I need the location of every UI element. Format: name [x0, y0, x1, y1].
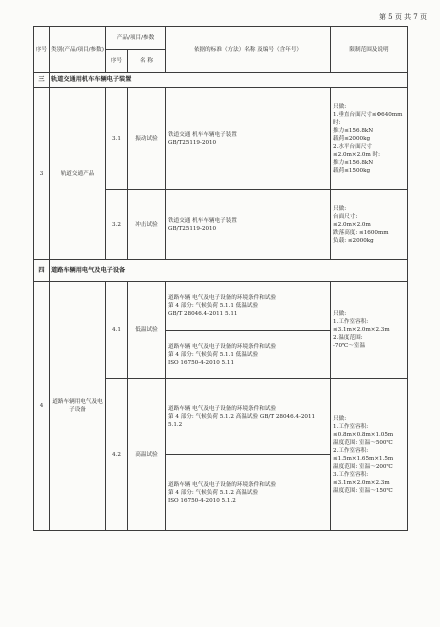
accreditation-scope-table — [33, 26, 408, 531]
row-category: 轨道交通产品 — [50, 88, 106, 260]
standard-line: GB/T25119-2010 — [168, 139, 217, 146]
limit-line: 3.工作室容积: — [333, 471, 369, 478]
standard-line: 道路车辆 电气及电子设备的环境条件和试验 — [168, 343, 277, 350]
header-limits: 限制范围及说明 — [331, 27, 408, 73]
limit-line: 2.温度范围: — [333, 335, 363, 341]
table-row — [34, 282, 408, 379]
limits-cell — [331, 282, 408, 379]
limit-line: 1.垂直台面尺寸≤Φ640mm 时: — [333, 111, 403, 126]
standard-line: 第 4 部分: 气候负荷 5.1.2 高温试验 GB/T 28046.4-2011 — [168, 413, 316, 420]
header-item-seq: 序号 — [106, 50, 128, 73]
standard-block — [166, 330, 330, 378]
standard-cell — [166, 88, 331, 190]
limit-line: 载荷≤1500kg — [333, 167, 371, 174]
limit-line: 台面尺寸: — [333, 213, 358, 220]
standard-cell — [166, 379, 331, 531]
standard-line: 第 4 部分: 气候负荷 5.1.2 高温试验 — [168, 489, 259, 496]
item-seq: 3.1 — [106, 88, 128, 190]
item-name: 振动试验 — [128, 88, 166, 190]
section-number: 四 — [34, 260, 50, 282]
limit-line: 只做: — [333, 205, 347, 212]
limit-line: 只做: — [333, 311, 347, 317]
section-title: 道路车辆用电气及电子设备 — [50, 260, 408, 282]
standard-cell — [166, 190, 331, 260]
table-row — [34, 88, 408, 190]
limits-cell — [331, 88, 408, 190]
header-seq: 序号 — [34, 27, 50, 73]
standard-line: ISO 16750-4-2010 5.11 — [168, 359, 235, 366]
standard-line: 第 4 部分: 气候负荷 5.1.1 低温试验 — [168, 351, 259, 358]
standard-line: 道路车辆 电气及电子设备的环境条件和试验 — [168, 481, 277, 488]
limit-line: 2.工作室容积: — [333, 447, 369, 454]
limit-line: -70℃～室温 — [333, 343, 366, 349]
limits-cell — [331, 379, 408, 531]
limit-line: 温度范围: 室温～200℃ — [333, 463, 393, 470]
header-standard: 依据的标准（方法）名称 及编号（含年号） — [166, 27, 331, 73]
standard-block — [166, 379, 330, 454]
limit-line: 推力≤156.8kN — [333, 159, 374, 166]
row-seq: 4 — [34, 282, 50, 531]
item-seq: 4.1 — [106, 282, 128, 379]
limit-line: 载荷≤2000kg — [333, 135, 371, 142]
standard-line: 道路车辆 电气及电子设备的环境条件和试验 — [168, 295, 277, 301]
header-product-item-param: 产品/项目/参数 — [106, 27, 166, 50]
standard-cell — [166, 282, 331, 379]
limit-line: 推力≤156.8kN — [333, 127, 374, 134]
section-number: 三 — [34, 73, 50, 88]
section-row — [34, 260, 408, 282]
limit-line: 只做: — [333, 103, 347, 110]
standard-block — [166, 454, 330, 530]
standard-line: 道路车辆 电气及电子设备的环境条件和试验 — [168, 405, 277, 412]
row-category: 道路车辆用电气及电子设备 — [50, 282, 106, 531]
limit-line: 负载: ≤2000kg — [333, 237, 374, 244]
standard-block — [166, 282, 330, 330]
limit-line: 温度范围: 室温～500℃ — [333, 439, 393, 446]
limits-cell — [331, 190, 408, 260]
limit-line: 1.工作室容积: — [333, 423, 369, 430]
limit-line: ≤0.8m×0.8m×1.05m — [333, 431, 394, 438]
standard-line: 5.1.2 — [168, 421, 183, 428]
limit-line: ≤1.5m×1.65m×1.5m — [333, 455, 394, 462]
page-number: 第 5 页 共 7 页 — [378, 13, 427, 21]
standard-line: GB/T25119-2010 — [168, 225, 217, 232]
item-name: 冲击试验 — [128, 190, 166, 260]
standard-line: 第 4 部分: 气候负荷 5.1.1 低温试验 — [168, 303, 259, 309]
limit-line: ≤3.1m×2.0m×2.3m — [333, 327, 390, 333]
standard-line: GB/T 28046.4-2011 5.11 — [168, 311, 238, 317]
header-item-name: 名 称 — [128, 50, 166, 73]
standard-line: 铁道交通 机车车辆电子装置 — [168, 131, 237, 138]
standard-line: ISO 16750-4-2010 5.1.2 — [168, 497, 236, 504]
item-name: 低温试验 — [128, 282, 166, 379]
header-category: 类别(产品/项目/参数) — [50, 27, 106, 73]
limit-line: 温度范围: 室温～150℃ — [333, 487, 393, 494]
row-seq: 3 — [34, 88, 50, 260]
section-row — [34, 73, 408, 88]
table-header-row — [34, 27, 408, 50]
limit-line: ≤3.1m×2.0m×2.3m — [333, 479, 390, 486]
limit-line: 2.水平台面尺寸≤2.0m×2.0m 时: — [333, 143, 381, 158]
item-name: 高温试验 — [128, 379, 166, 531]
section-title: 轨道交通用机车车辆电子装置 — [50, 73, 408, 88]
limit-line: 只做: — [333, 415, 347, 422]
limit-line: ≤2.0m×2.0m — [333, 221, 371, 228]
limit-line: 跌落高度: ≤1600mm — [333, 229, 389, 236]
item-seq: 4.2 — [106, 379, 128, 531]
limit-line: 1.工作室容积: — [333, 319, 369, 325]
item-seq: 3.2 — [106, 190, 128, 260]
standard-line: 铁道交通 机车车辆电子装置 — [168, 217, 237, 224]
